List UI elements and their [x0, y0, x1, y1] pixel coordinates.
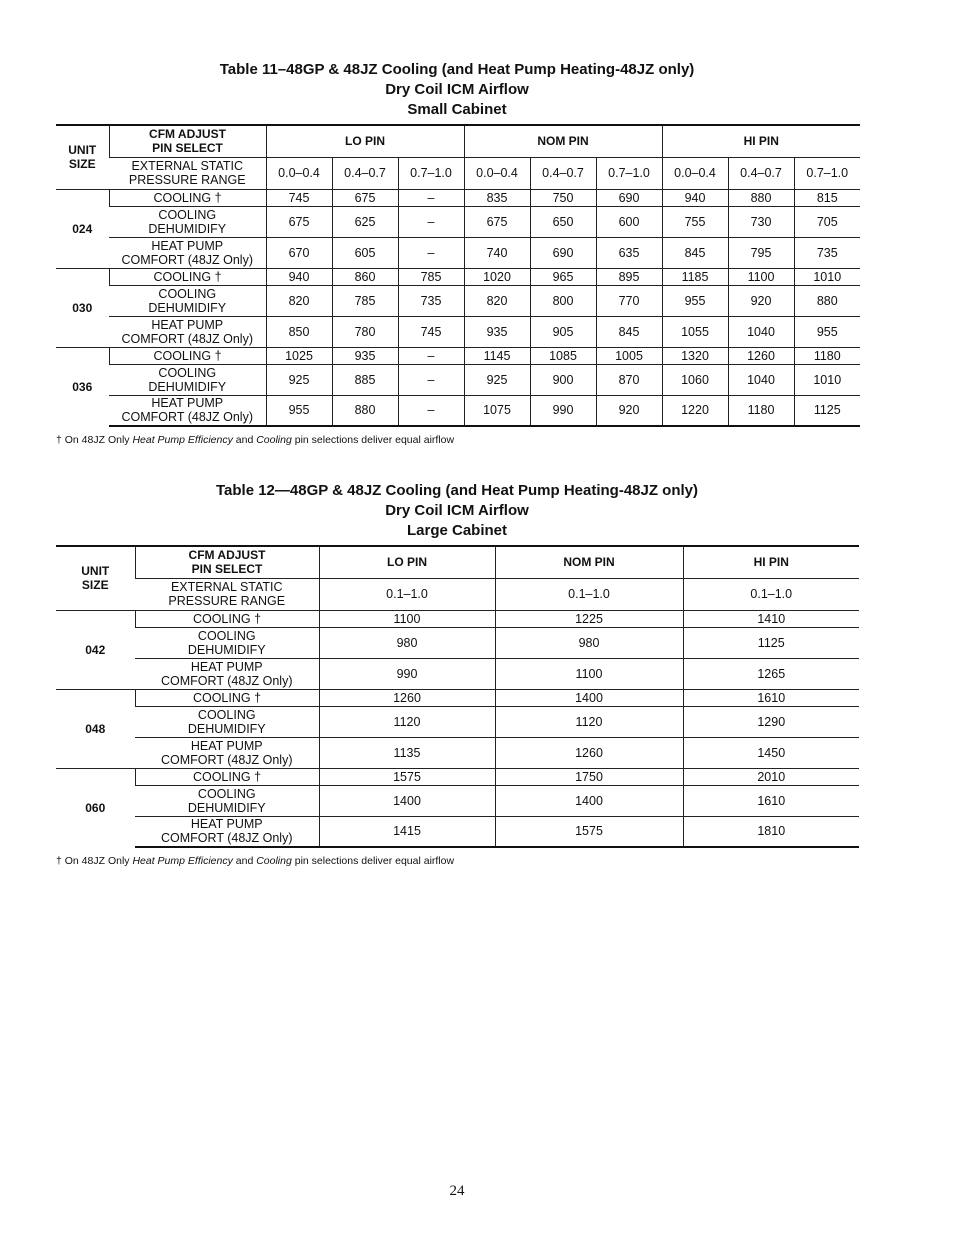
table-row: [56, 816, 859, 847]
airflow-value-cell: 1320: [662, 347, 728, 364]
airflow-value-cell: 605: [332, 237, 398, 268]
airflow-value-cell: 1055: [662, 316, 728, 347]
lo-pin-header: LO PIN: [266, 125, 464, 157]
airflow-value-cell: 1180: [728, 395, 794, 426]
table-row: [56, 189, 860, 206]
airflow-value-cell: 730: [728, 206, 794, 237]
airflow-value-cell: 1145: [464, 347, 530, 364]
table-11-title-line: Dry Coil ICM Airflow: [385, 81, 529, 98]
table-12-title-line: Large Cabinet: [406, 522, 508, 539]
airflow-value-cell: 935: [464, 316, 530, 347]
airflow-value-cell: 895: [596, 268, 662, 285]
airflow-value-cell: 1265: [683, 658, 859, 689]
page-number: 24: [449, 1183, 465, 1199]
table-row: [56, 316, 860, 347]
pin-mode-label: COOLING †: [109, 347, 266, 364]
airflow-value-cell: –: [398, 347, 464, 364]
airflow-value-cell: 920: [728, 285, 794, 316]
esp-range-cell: 0.0–0.4: [662, 157, 728, 189]
table-12: [56, 545, 859, 848]
unit-size-cell: 042: [56, 610, 135, 689]
airflow-value-cell: 1085: [530, 347, 596, 364]
airflow-value-cell: 1810: [683, 816, 859, 847]
airflow-value-cell: 1125: [794, 395, 860, 426]
airflow-value-cell: 1125: [683, 627, 859, 658]
airflow-value-cell: 1040: [728, 364, 794, 395]
pin-mode-label: COOLING DEHUMIDIFY: [135, 706, 319, 737]
airflow-value-cell: 1005: [596, 347, 662, 364]
pin-mode-label: HEAT PUMP COMFORT (48JZ Only): [135, 737, 319, 768]
airflow-value-cell: 820: [266, 285, 332, 316]
airflow-value-cell: 735: [794, 237, 860, 268]
airflow-value-cell: 770: [596, 285, 662, 316]
airflow-value-cell: 1100: [728, 268, 794, 285]
airflow-value-cell: 870: [596, 364, 662, 395]
airflow-value-cell: 1135: [319, 737, 495, 768]
airflow-value-cell: 1120: [319, 706, 495, 737]
esp-range-cell: 0.4–0.7: [530, 157, 596, 189]
hi-pin-header: HI PIN: [662, 125, 860, 157]
table-row: [56, 785, 859, 816]
unit-size-header: UNIT SIZE: [56, 125, 109, 189]
esp-range-cell: 0.1–1.0: [319, 578, 495, 610]
nom-pin-header: NOM PIN: [495, 546, 683, 578]
airflow-value-cell: 785: [332, 285, 398, 316]
airflow-value-cell: 940: [662, 189, 728, 206]
airflow-value-cell: 1060: [662, 364, 728, 395]
unit-size-cell: 036: [56, 347, 109, 426]
airflow-value-cell: 635: [596, 237, 662, 268]
airflow-value-cell: 850: [266, 316, 332, 347]
pin-mode-label: COOLING DEHUMIDIFY: [135, 627, 319, 658]
unit-size-cell: 060: [56, 768, 135, 847]
airflow-value-cell: 1020: [464, 268, 530, 285]
pin-mode-label: COOLING †: [135, 689, 319, 706]
airflow-value-cell: 815: [794, 189, 860, 206]
airflow-value-cell: 1450: [683, 737, 859, 768]
table-11-title-line: Table 11–48GP & 48JZ Cooling (and Heat Pump Heating-48JZ only): [219, 61, 695, 78]
hi-pin-header: HI PIN: [683, 546, 859, 578]
airflow-value-cell: 920: [596, 395, 662, 426]
table-row: [56, 237, 860, 268]
airflow-value-cell: 1260: [495, 737, 683, 768]
airflow-value-cell: 670: [266, 237, 332, 268]
airflow-value-cell: 1220: [662, 395, 728, 426]
esp-label: EXTERNAL STATIC PRESSURE RANGE: [109, 157, 266, 189]
airflow-value-cell: 1610: [683, 785, 859, 816]
esp-range-cell: 0.4–0.7: [728, 157, 794, 189]
table-12-footnote: † On 48JZ Only Heat Pump Efficiency and Cooling pin selections deliver equal airflow: [56, 855, 455, 867]
airflow-value-cell: 835: [464, 189, 530, 206]
table-11-title: [0, 60, 914, 120]
esp-range-cell: 0.4–0.7: [332, 157, 398, 189]
airflow-value-cell: 745: [398, 316, 464, 347]
airflow-value-cell: 705: [794, 206, 860, 237]
table-row: [56, 268, 860, 285]
airflow-value-cell: 650: [530, 206, 596, 237]
table-row: [56, 206, 860, 237]
airflow-value-cell: 600: [596, 206, 662, 237]
airflow-value-cell: 885: [332, 364, 398, 395]
unit-size-header: UNIT SIZE: [56, 546, 135, 610]
airflow-value-cell: 780: [332, 316, 398, 347]
airflow-value-cell: 1010: [794, 268, 860, 285]
pin-mode-label: COOLING DEHUMIDIFY: [135, 785, 319, 816]
airflow-value-cell: 965: [530, 268, 596, 285]
cfm-adjust-header: CFM ADJUST PIN SELECT: [109, 125, 266, 157]
airflow-value-cell: 940: [266, 268, 332, 285]
table-row: [56, 627, 859, 658]
airflow-value-cell: 905: [530, 316, 596, 347]
airflow-value-cell: 795: [728, 237, 794, 268]
pin-mode-label: COOLING DEHUMIDIFY: [109, 364, 266, 395]
airflow-value-cell: 1120: [495, 706, 683, 737]
airflow-value-cell: 1100: [319, 610, 495, 627]
airflow-value-cell: 1185: [662, 268, 728, 285]
airflow-value-cell: 675: [266, 206, 332, 237]
airflow-value-cell: 740: [464, 237, 530, 268]
airflow-value-cell: 1400: [319, 785, 495, 816]
airflow-value-cell: 745: [266, 189, 332, 206]
table-12-title: [0, 481, 914, 541]
esp-range-cell: 0.7–1.0: [398, 157, 464, 189]
airflow-value-cell: 955: [662, 285, 728, 316]
airflow-value-cell: 860: [332, 268, 398, 285]
lo-pin-header: LO PIN: [319, 546, 495, 578]
unit-size-cell: 048: [56, 689, 135, 768]
airflow-value-cell: 1400: [495, 785, 683, 816]
airflow-value-cell: –: [398, 206, 464, 237]
airflow-value-cell: 980: [319, 627, 495, 658]
pin-mode-label: HEAT PUMP COMFORT (48JZ Only): [109, 237, 266, 268]
airflow-value-cell: 1400: [495, 689, 683, 706]
airflow-value-cell: 755: [662, 206, 728, 237]
pin-mode-label: COOLING DEHUMIDIFY: [109, 285, 266, 316]
pin-mode-label: COOLING DEHUMIDIFY: [109, 206, 266, 237]
pin-mode-label: COOLING †: [109, 189, 266, 206]
airflow-value-cell: 935: [332, 347, 398, 364]
cfm-adjust-header: CFM ADJUST PIN SELECT: [135, 546, 319, 578]
airflow-value-cell: 990: [319, 658, 495, 689]
airflow-value-cell: –: [398, 189, 464, 206]
airflow-value-cell: 820: [464, 285, 530, 316]
esp-range-cell: 0.0–0.4: [464, 157, 530, 189]
airflow-value-cell: 925: [464, 364, 530, 395]
airflow-value-cell: 955: [266, 395, 332, 426]
table-row: [56, 706, 859, 737]
table-row: [56, 689, 859, 706]
airflow-value-cell: 690: [596, 189, 662, 206]
table-row: [56, 285, 860, 316]
airflow-value-cell: 1180: [794, 347, 860, 364]
airflow-value-cell: 1260: [728, 347, 794, 364]
unit-size-cell: 030: [56, 268, 109, 347]
airflow-value-cell: 750: [530, 189, 596, 206]
airflow-value-cell: 1750: [495, 768, 683, 785]
airflow-value-cell: 675: [464, 206, 530, 237]
table-row: [56, 737, 859, 768]
esp-range-cell: 0.0–0.4: [266, 157, 332, 189]
airflow-value-cell: 690: [530, 237, 596, 268]
airflow-value-cell: 735: [398, 285, 464, 316]
airflow-value-cell: 675: [332, 189, 398, 206]
airflow-value-cell: 1610: [683, 689, 859, 706]
airflow-value-cell: 1010: [794, 364, 860, 395]
airflow-value-cell: 625: [332, 206, 398, 237]
airflow-value-cell: –: [398, 395, 464, 426]
pin-mode-label: HEAT PUMP COMFORT (48JZ Only): [109, 316, 266, 347]
airflow-value-cell: 1410: [683, 610, 859, 627]
airflow-value-cell: 1415: [319, 816, 495, 847]
esp-label: EXTERNAL STATIC PRESSURE RANGE: [135, 578, 319, 610]
airflow-value-cell: 2010: [683, 768, 859, 785]
airflow-value-cell: 1290: [683, 706, 859, 737]
pin-mode-label: HEAT PUMP COMFORT (48JZ Only): [109, 395, 266, 426]
table-row: [56, 347, 860, 364]
airflow-value-cell: –: [398, 237, 464, 268]
table-row: [56, 768, 859, 785]
esp-range-cell: 0.7–1.0: [596, 157, 662, 189]
airflow-value-cell: –: [398, 364, 464, 395]
unit-size-cell: 024: [56, 189, 109, 268]
pin-mode-label: HEAT PUMP COMFORT (48JZ Only): [135, 816, 319, 847]
airflow-value-cell: 1100: [495, 658, 683, 689]
table-12-title-line: Table 12—48GP & 48JZ Cooling (and Heat Pump Heating-48JZ only): [215, 482, 699, 499]
airflow-value-cell: 800: [530, 285, 596, 316]
nom-pin-header: NOM PIN: [464, 125, 662, 157]
table-row: [56, 610, 859, 627]
airflow-value-cell: 1075: [464, 395, 530, 426]
esp-range-cell: 0.7–1.0: [794, 157, 860, 189]
airflow-value-cell: 880: [728, 189, 794, 206]
airflow-value-cell: 845: [596, 316, 662, 347]
pin-mode-label: COOLING †: [109, 268, 266, 285]
pin-mode-label: COOLING †: [135, 768, 319, 785]
table-11-title-line: Small Cabinet: [407, 101, 507, 118]
pin-mode-label: HEAT PUMP COMFORT (48JZ Only): [135, 658, 319, 689]
airflow-value-cell: 880: [332, 395, 398, 426]
airflow-value-cell: 1575: [495, 816, 683, 847]
table-11: [56, 124, 860, 427]
esp-range-cell: 0.1–1.0: [683, 578, 859, 610]
table-row: [56, 395, 860, 426]
table-11-footnote: † On 48JZ Only Heat Pump Efficiency and Cooling pin selections deliver equal airflow: [56, 434, 455, 446]
pin-mode-label: COOLING †: [135, 610, 319, 627]
airflow-value-cell: 1225: [495, 610, 683, 627]
airflow-value-cell: 845: [662, 237, 728, 268]
airflow-value-cell: 955: [794, 316, 860, 347]
table-row: [56, 364, 860, 395]
airflow-value-cell: 1575: [319, 768, 495, 785]
airflow-value-cell: 980: [495, 627, 683, 658]
airflow-value-cell: 900: [530, 364, 596, 395]
airflow-value-cell: 1025: [266, 347, 332, 364]
airflow-value-cell: 1040: [728, 316, 794, 347]
airflow-value-cell: 1260: [319, 689, 495, 706]
esp-range-cell: 0.1–1.0: [495, 578, 683, 610]
table-12-title-line: Dry Coil ICM Airflow: [385, 502, 529, 519]
airflow-value-cell: 990: [530, 395, 596, 426]
airflow-value-cell: 925: [266, 364, 332, 395]
table-row: [56, 658, 859, 689]
airflow-value-cell: 785: [398, 268, 464, 285]
airflow-value-cell: 880: [794, 285, 860, 316]
